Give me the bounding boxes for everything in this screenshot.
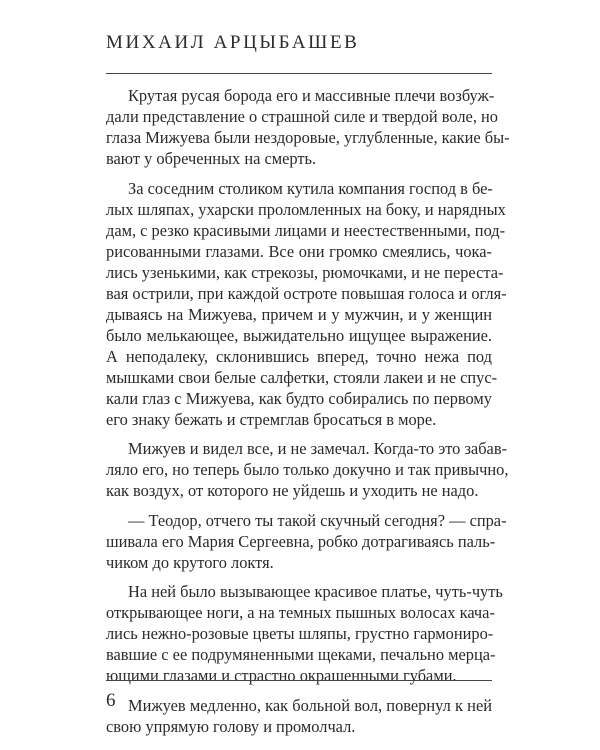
text-line: шивала его Мария Сергеевна, робко дотрагиваясь паль- xyxy=(106,531,496,551)
text-line: За соседним столиком кутила компания господ в бе- xyxy=(128,178,493,198)
text-line: кали глаз с Мижуева, как будто собирались по первому xyxy=(106,388,492,408)
running-head: МИХАИЛ АРЦЫБАШЕВ xyxy=(106,32,360,53)
text-line: его знаку бежать и стремглав бросаться в море. xyxy=(106,409,437,429)
text-line: вают у обреченных на смерть. xyxy=(106,149,317,168)
paragraph xyxy=(106,510,507,573)
text-line: свою упрямую голову и промолчал. xyxy=(106,716,356,736)
paragraph xyxy=(106,695,492,737)
text-line: вая острили, при каждой остроте повышая голоса и огля- xyxy=(106,283,507,303)
text-line: вавшие с ее подрумяненными щеками, печально мерца- xyxy=(106,645,496,664)
text-line: чиком до крутого локтя. xyxy=(106,552,274,572)
text-line: рисованными глазами. Все они громко смеялись, чока- xyxy=(106,241,492,261)
text-line: Мижуев и видел все, и не замечал. Когда-то это забав- xyxy=(128,439,508,458)
text-line: ляло его, но теперь было только докучно и так привычно, xyxy=(106,460,509,479)
paragraph xyxy=(106,581,503,686)
text-line: мышками свои белые салфетки, стояли лакеи и не спус- xyxy=(106,367,498,387)
footer-rule xyxy=(106,680,492,681)
text-line: как воздух, от которого не уйдешь и уходить не надо. xyxy=(106,481,479,500)
text-line: А неподалеку, склонившись вперед, точно нежа под xyxy=(106,346,492,366)
paragraph xyxy=(106,178,507,430)
page-number: 6 xyxy=(106,690,116,711)
text-line: дам, с резко красивыми лицами и неестественными, под- xyxy=(106,220,506,240)
text-line: лись узенькими, как стрекозы, рюмочками, и не переста- xyxy=(106,262,504,282)
header-rule xyxy=(106,73,492,74)
paragraph xyxy=(106,438,509,501)
paragraph xyxy=(106,85,510,169)
text-line: ющими глазами и страстно окрашенными губами. xyxy=(106,666,457,685)
text-line: На ней было вызывающее красивое платье, чуть-чуть xyxy=(128,582,503,601)
text-line: Крутая русая борода его и массивные плечи возбуж- xyxy=(128,86,495,105)
text-line: лись нежно-розовые цветы шляпы, грустно гармониро- xyxy=(106,624,494,643)
text-line: — Теодор, отчего ты такой скучный сегодня? — спра- xyxy=(128,510,507,530)
text-line: лых шляпах, ухарски проломленных на боку, и нарядных xyxy=(106,199,506,219)
text-line: было мелькающее, выжидательно ищущее выражение. xyxy=(106,325,492,345)
text-line: дываясь на Мижуева, причем и у мужчин, и у женщин xyxy=(106,304,492,324)
text-line: глаза Мижуева были нездоровые, углубленные, какие бы- xyxy=(106,128,510,147)
text-line: Мижуев медленно, как больной вол, повернул к ней xyxy=(128,695,492,715)
text-line: открывающее ноги, а на темных пышных волосах кача- xyxy=(106,603,495,622)
body-text xyxy=(106,85,510,745)
text-line: дали представление о страшной силе и твердой воле, но xyxy=(106,107,498,126)
